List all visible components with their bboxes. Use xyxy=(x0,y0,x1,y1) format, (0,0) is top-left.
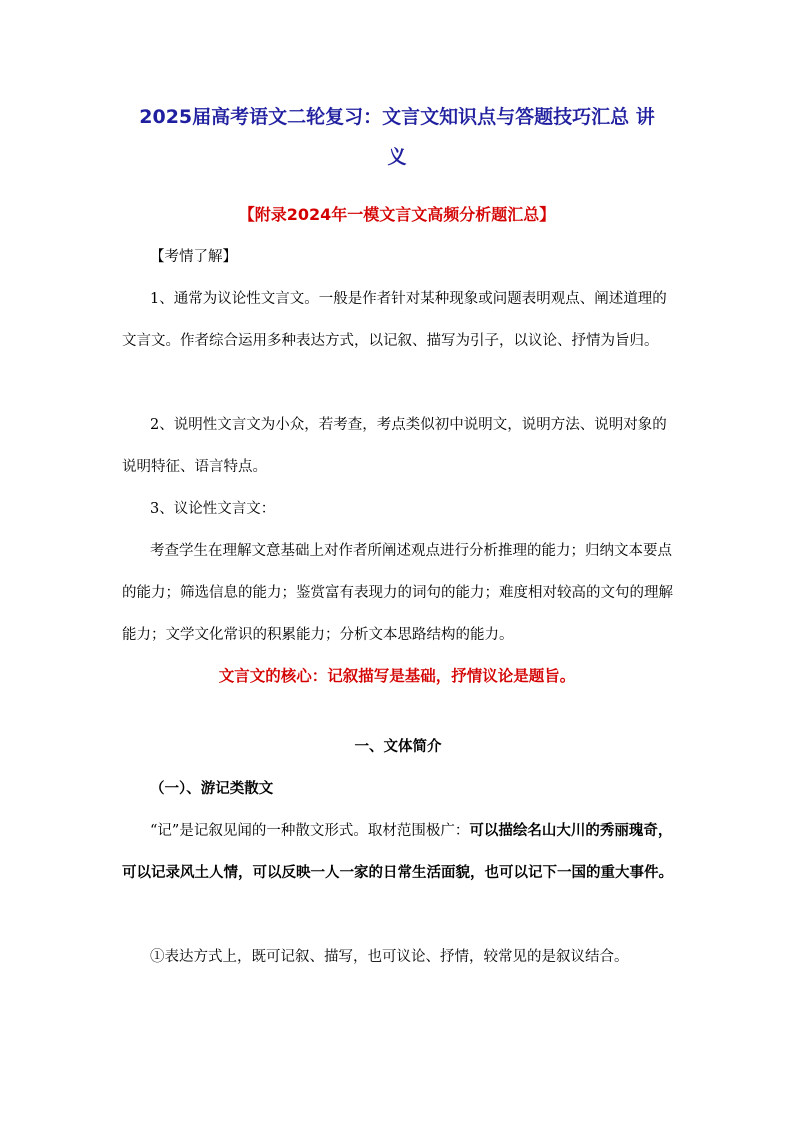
paragraph-bold-text: 可以描绘名山大川的秀丽瑰奇，可以记录风土人情，可以反映一人一家的日常生活面貌，也可以记下一国的重大事件。 xyxy=(122,823,673,881)
appendix-heading: 【附录2024年一模文言文高频分析题汇总】 xyxy=(238,205,556,224)
paragraph-lead-text: “记”是记叙见闻的一种散文形式。取材范围极广： xyxy=(150,823,470,839)
core-statement: 文言文的核心：记叙描写是基础，抒情议论是题旨。 xyxy=(218,667,576,685)
section-one-subheading: （一）、游记类散文 xyxy=(150,781,274,797)
exam-heading: 【考情了解】 xyxy=(150,249,237,265)
title-line-1: 2025届高考语文二轮复习：文言文知识点与答题技巧汇总 讲 xyxy=(139,106,655,128)
section-one-heading: 一、文体简介 xyxy=(354,739,442,755)
travel-notes-paragraph xyxy=(122,810,674,894)
exam-item-2: 2、说明性文言文为小众，若考查，考点类似初中说明文，说明方法、说明对象的说明特征、语言特点。 xyxy=(122,417,667,475)
exam-item-3-detail: 考查学生在理解文意基础上对作者所阐述观点进行分析推理的能力；归纳文本要点的能力；筛选信息的能力；鉴赏富有表现力的词句的能力；难度相对较高的文句的理解能力；文学文化常识的积累能力；分析文本思路结构的能力。 xyxy=(122,543,673,643)
exam-item-3: 3、议论性文言文： xyxy=(150,501,276,517)
document-title xyxy=(110,97,684,177)
title-line-2: 义 xyxy=(387,146,407,168)
point-1: ①表达方式上，既可记叙、描写，也可议论、抒情，较常见的是叙议结合。 xyxy=(150,949,629,965)
exam-item-1: 1、通常为议论性文言文。一般是作者针对某种现象或问题表明观点、阐述道理的文言文。作者综合运用多种表达方式，以记叙、描写为引子，以议论、抒情为旨归。 xyxy=(122,291,667,349)
